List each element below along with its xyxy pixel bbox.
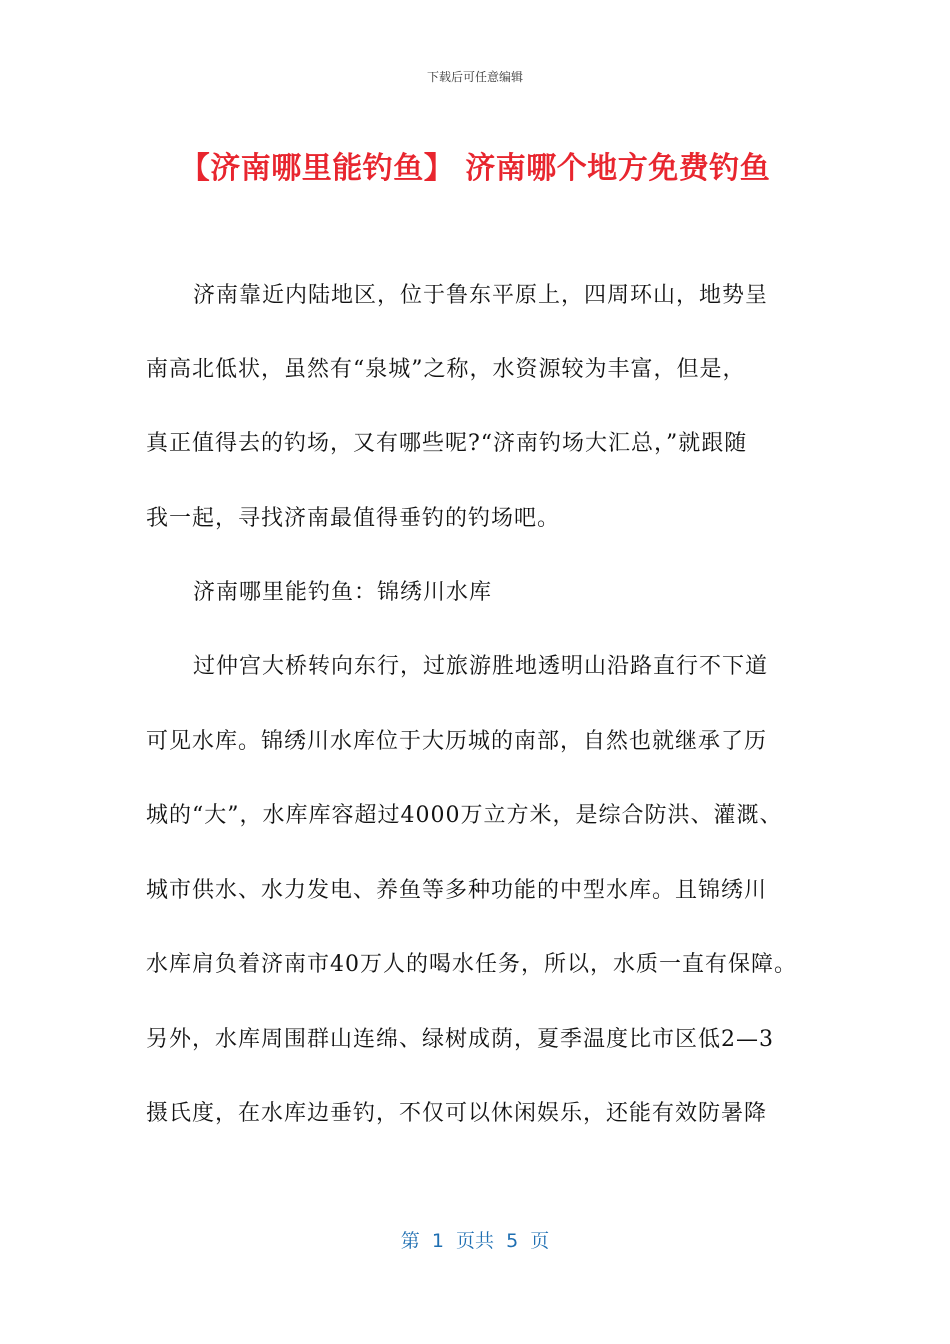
page-number-footer: 第 1 页共 5 页 xyxy=(400,1230,550,1252)
paragraph-line: 城市供水、水力发电、养鱼等多种功能的中型水库。且锦绣川 xyxy=(146,878,768,903)
paragraph-line: 城的“大”，水库库容超过4000万立方米，是综合防洪、灌溉、 xyxy=(146,803,783,828)
paragraph-line: 过仲宫大桥转向东行，过旅游胜地透明山沿路直行不下道 xyxy=(193,654,769,679)
paragraph-line: 另外，水库周围群山连绵、绿树成荫，夏季温度比市区低2—3 xyxy=(146,1027,774,1052)
document-title: 【济南哪里能钓鱼】 济南哪个地方免费钓鱼 xyxy=(179,151,771,186)
header-note: 下载后可任意编辑 xyxy=(426,70,523,84)
paragraph-line: 济南靠近内陆地区，位于鲁东平原上，四周环山，地势呈 xyxy=(193,283,769,308)
paragraph-line: 我一起，寻找济南最值得垂钓的钓场吧。 xyxy=(146,506,561,531)
paragraph-line: 可见水库。锦绣川水库位于大历城的南部，自然也就继承了历 xyxy=(146,729,768,754)
paragraph-line: 南高北低状，虽然有“泉城”之称，水资源较为丰富，但是， xyxy=(146,357,746,382)
paragraph-line: 水库肩负着济南市40万人的喝水任务，所以，水质一直有保障。 xyxy=(146,952,797,977)
paragraph-line: 摄氏度，在水库边垂钓，不仅可以休闲娱乐，还能有效防暑降 xyxy=(146,1101,768,1126)
paragraph-line: 真正值得去的钓场，又有哪些呢?“济南钓场大汇总，”就跟随 xyxy=(146,431,748,456)
section-heading: 济南哪里能钓鱼：锦绣川水库 xyxy=(193,580,493,605)
